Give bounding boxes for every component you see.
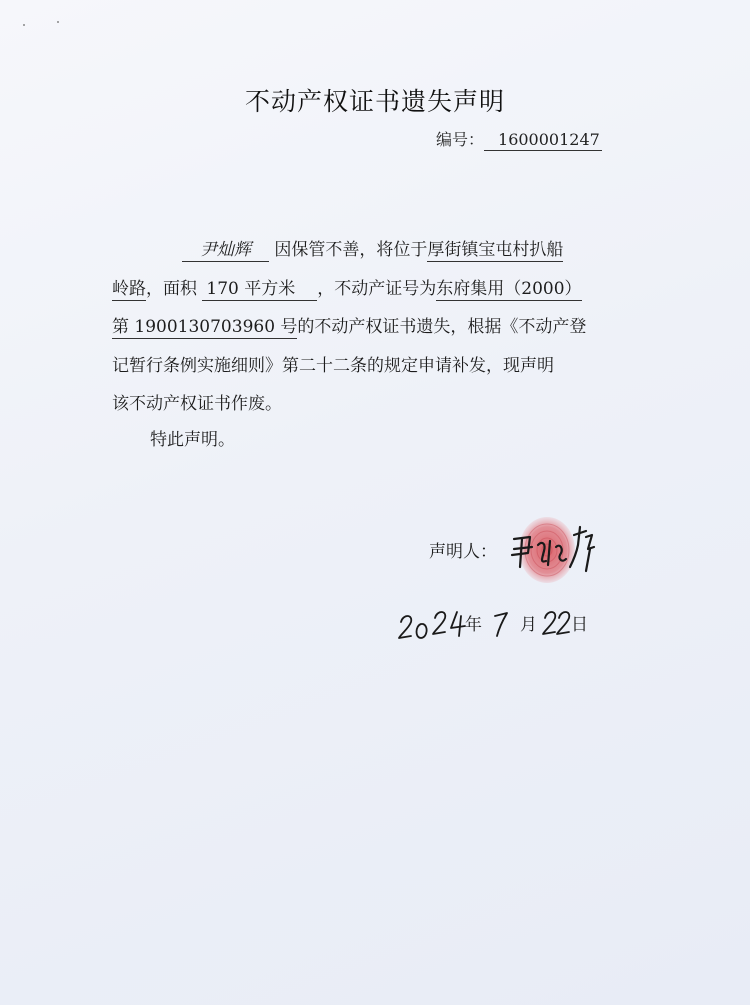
body-line-4: 记暂行条例实施细则》第二十二条的规定申请补发，现声明 — [112, 355, 554, 376]
certificate-number-part2: 第 1900130703960 号 — [112, 317, 298, 337]
date-year-label: 年 — [465, 615, 482, 635]
serial-number: 1600001247 — [484, 130, 602, 151]
signing-date — [395, 600, 615, 648]
body-line-1 — [112, 231, 642, 270]
date-month-label: 月 — [520, 615, 537, 635]
serial-number-line — [436, 127, 602, 151]
area-prefix: ，面积 — [146, 278, 197, 299]
date-day-label: 日 — [571, 615, 588, 635]
body-text-segment: 因保管不善，将位于 — [274, 240, 428, 260]
serial-label: 编号： — [436, 130, 485, 149]
scan-speck — [57, 21, 59, 23]
certificate-number-part1: 东府集用（2000） — [436, 278, 582, 299]
property-location-part1: 厚街镇宝屯村扒船 — [427, 240, 564, 260]
property-area: 170 平方米 — [202, 278, 317, 301]
body-line-3 — [112, 308, 642, 347]
certificate-prefix: ，不动产证号为 — [317, 278, 437, 299]
document-title: 不动产权证书遗失声明 — [244, 87, 505, 116]
declarant-label: 声明人： — [429, 542, 497, 562]
property-location-part2: 岭路 — [112, 278, 146, 299]
body-line-2 — [112, 270, 642, 309]
owner-name: 尹灿辉 — [182, 239, 269, 262]
declaration-body — [112, 231, 642, 424]
closing-statement: 特此声明。 — [150, 430, 235, 450]
body-text-segment: 的不动产权证书遗失，根据《不动产登 — [297, 317, 587, 337]
signature-with-fingerprint — [500, 505, 620, 595]
scan-speck — [23, 24, 25, 26]
body-line-5: 该不动产权证书作废。 — [112, 394, 282, 414]
